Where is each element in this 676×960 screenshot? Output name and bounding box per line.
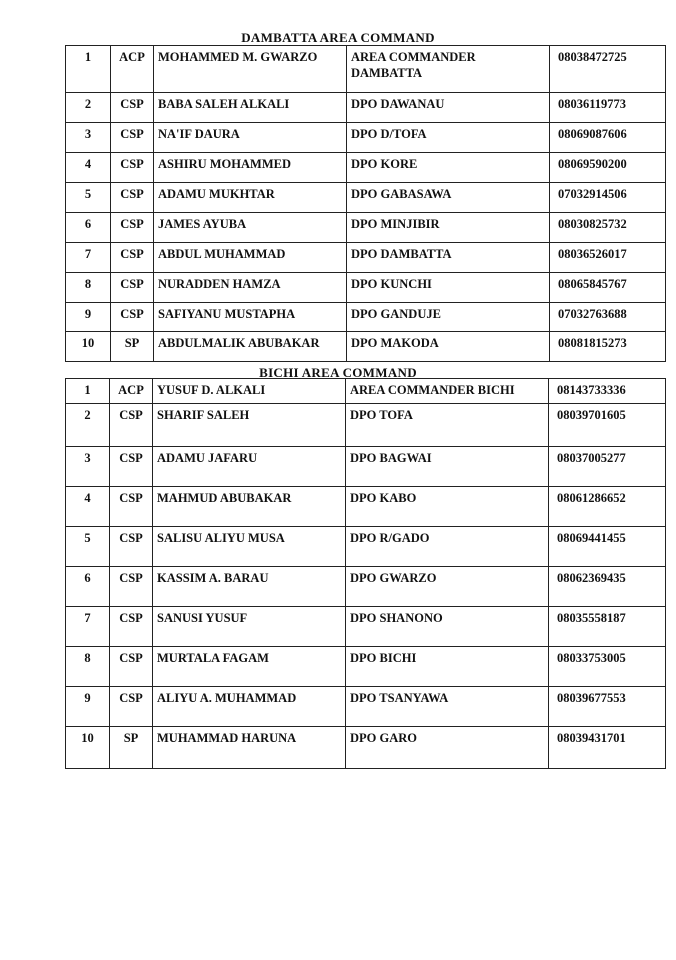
rank-cell: CSP	[110, 487, 153, 527]
table-row	[66, 487, 666, 527]
table-row	[66, 213, 666, 243]
serial-number: 2	[66, 93, 111, 123]
table-row	[66, 303, 666, 332]
rank-cell: CSP	[110, 567, 153, 607]
phone-number: 08069590200	[550, 153, 666, 183]
officer-name: ADAMU MUKHTAR	[154, 183, 347, 213]
serial-number: 4	[66, 487, 110, 527]
phone-number: 08030825732	[550, 213, 666, 243]
table-row	[66, 567, 666, 607]
officer-role: DPO R/GADO	[346, 527, 549, 567]
phone-number: 08037005277	[549, 447, 666, 487]
phone-number: 08039431701	[549, 727, 666, 769]
officer-role: DPO D/TOFA	[347, 123, 550, 153]
officer-role: DPO BICHI	[346, 647, 549, 687]
officer-role: DPO SHANONO	[346, 607, 549, 647]
officer-role: DPO GANDUJE	[347, 303, 550, 332]
officer-name: KASSIM A. BARAU	[153, 567, 346, 607]
officer-name: MOHAMMED M. GWARZO	[154, 46, 347, 93]
phone-number: 08069441455	[549, 527, 666, 567]
phone-number: 08036526017	[550, 243, 666, 273]
officer-name: SALISU ALIYU MUSA	[153, 527, 346, 567]
officer-name: MAHMUD ABUBAKAR	[153, 487, 346, 527]
officer-name: ASHIRU MOHAMMED	[154, 153, 347, 183]
phone-number: 08062369435	[549, 567, 666, 607]
rank-cell: ACP	[111, 46, 154, 93]
serial-number: 6	[66, 213, 111, 243]
officer-role: DPO DAWANAU	[347, 93, 550, 123]
serial-number: 3	[66, 123, 111, 153]
phone-number: 08143733336	[549, 379, 666, 404]
dambatta-command-table	[65, 45, 666, 362]
phone-number: 07032914506	[550, 183, 666, 213]
phone-number: 08039677553	[549, 687, 666, 727]
table-row	[66, 332, 666, 362]
rank-cell: CSP	[111, 183, 154, 213]
officer-name: MUHAMMAD HARUNA	[153, 727, 346, 769]
serial-number: 8	[66, 647, 110, 687]
serial-number: 6	[66, 567, 110, 607]
serial-number: 9	[66, 687, 110, 727]
table-row	[66, 243, 666, 273]
officer-name: NURADDEN HAMZA	[154, 273, 347, 303]
officer-role: AREA COMMANDER DAMBATTA	[347, 46, 550, 93]
serial-number: 1	[66, 379, 110, 404]
officer-role: DPO GABASAWA	[347, 183, 550, 213]
section-title-bichi: BICHI AREA COMMAND	[259, 365, 417, 380]
officer-name: SAFIYANU MUSTAPHA	[154, 303, 347, 332]
table-row	[66, 93, 666, 123]
serial-number: 7	[66, 243, 111, 273]
rank-cell: CSP	[111, 93, 154, 123]
serial-number: 10	[66, 332, 111, 362]
phone-number: 07032763688	[550, 303, 666, 332]
serial-number: 8	[66, 273, 111, 303]
table-row	[66, 183, 666, 213]
rank-cell: CSP	[110, 404, 153, 447]
officer-name: JAMES AYUBA	[154, 213, 347, 243]
officer-name: ADAMU JAFARU	[153, 447, 346, 487]
officer-name: SANUSI YUSUF	[153, 607, 346, 647]
table-row	[66, 607, 666, 647]
table-row	[66, 527, 666, 567]
phone-number: 08035558187	[549, 607, 666, 647]
phone-number: 08036119773	[550, 93, 666, 123]
officer-role: DPO GARO	[346, 727, 549, 769]
phone-number: 08039701605	[549, 404, 666, 447]
serial-number: 10	[66, 727, 110, 769]
officer-name: BABA SALEH ALKALI	[154, 93, 347, 123]
rank-cell: ACP	[110, 379, 153, 404]
rank-cell: CSP	[111, 273, 154, 303]
officer-role: DPO KORE	[347, 153, 550, 183]
table-row	[66, 404, 666, 447]
serial-number: 4	[66, 153, 111, 183]
table-row	[66, 727, 666, 769]
phone-number: 08065845767	[550, 273, 666, 303]
bichi-command-table	[65, 378, 666, 769]
table-row	[66, 647, 666, 687]
officer-role: DPO GWARZO	[346, 567, 549, 607]
officer-name: MURTALA FAGAM	[153, 647, 346, 687]
serial-number: 5	[66, 527, 110, 567]
rank-cell: CSP	[110, 527, 153, 567]
officer-name: SHARIF SALEH	[153, 404, 346, 447]
serial-number: 2	[66, 404, 110, 447]
rank-cell: SP	[111, 332, 154, 362]
phone-number: 08061286652	[549, 487, 666, 527]
rank-cell: CSP	[111, 123, 154, 153]
table-row	[66, 153, 666, 183]
rank-cell: CSP	[110, 687, 153, 727]
officer-role: DPO KUNCHI	[347, 273, 550, 303]
table-row	[66, 123, 666, 153]
officer-name: ALIYU A. MUHAMMAD	[153, 687, 346, 727]
officer-role: DPO BAGWAI	[346, 447, 549, 487]
officer-role: DPO DAMBATTA	[347, 243, 550, 273]
serial-number: 7	[66, 607, 110, 647]
rank-cell: SP	[110, 727, 153, 769]
rank-cell: CSP	[111, 213, 154, 243]
officer-name: ABDUL MUHAMMAD	[154, 243, 347, 273]
phone-number: 08081815273	[550, 332, 666, 362]
serial-number: 9	[66, 303, 111, 332]
table-row	[66, 273, 666, 303]
phone-number: 08033753005	[549, 647, 666, 687]
table-row	[66, 687, 666, 727]
rank-cell: CSP	[111, 243, 154, 273]
rank-cell: CSP	[111, 303, 154, 332]
officer-name: ABDULMALIK ABUBAKAR	[154, 332, 347, 362]
phone-number: 08038472725	[550, 46, 666, 93]
officer-role: DPO MINJIBIR	[347, 213, 550, 243]
phone-number: 08069087606	[550, 123, 666, 153]
officer-role: DPO KABO	[346, 487, 549, 527]
rank-cell: CSP	[110, 647, 153, 687]
serial-number: 3	[66, 447, 110, 487]
rank-cell: CSP	[110, 447, 153, 487]
rank-cell: CSP	[111, 153, 154, 183]
officer-role: AREA COMMANDER BICHI	[346, 379, 549, 404]
serial-number: 1	[66, 46, 111, 93]
table-row	[66, 46, 666, 93]
section-title-dambatta: DAMBATTA AREA COMMAND	[241, 30, 435, 45]
rank-cell: CSP	[110, 607, 153, 647]
table-row	[66, 379, 666, 404]
serial-number: 5	[66, 183, 111, 213]
officer-name: NA'IF DAURA	[154, 123, 347, 153]
officer-role: DPO MAKODA	[347, 332, 550, 362]
officer-role: DPO TSANYAWA	[346, 687, 549, 727]
table-row	[66, 447, 666, 487]
officer-name: YUSUF D. ALKALI	[153, 379, 346, 404]
officer-role: DPO TOFA	[346, 404, 549, 447]
